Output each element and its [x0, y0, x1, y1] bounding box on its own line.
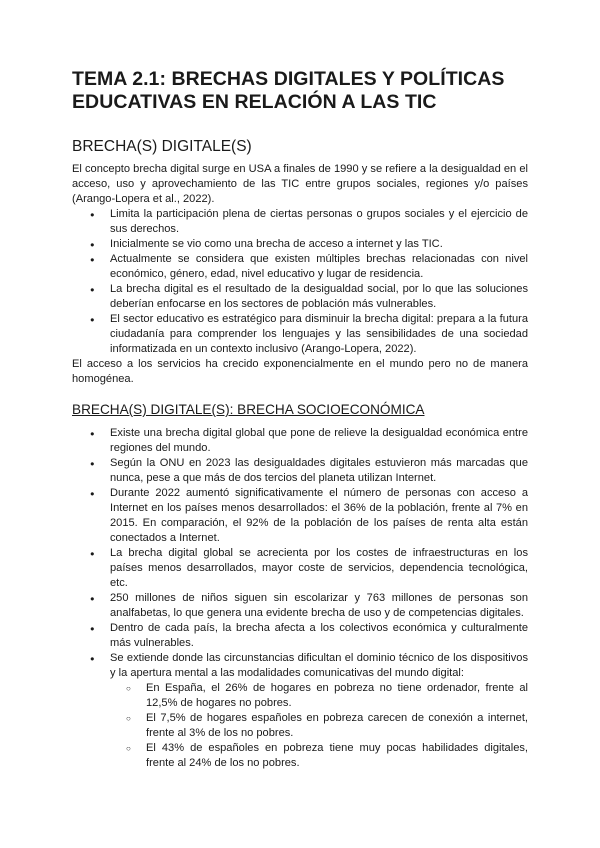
- list-item: ● Según la ONU en 2023 las desigualdades digitales estuvieron más marcadas que nunca, pese a que más de dos tercios del planeta utilizan Internet.: [110, 456, 528, 486]
- list-item: ● Existe una brecha digital global que pone de relieve la desigualdad económica entre regiones del mundo.: [110, 426, 528, 456]
- list-item: ● Actualmente se considera que existen múltiples brechas relacionadas con nivel económico, género, edad, nivel educativo y lugar de residencia.: [110, 252, 528, 282]
- list-item: ● 250 millones de niños siguen sin escolarizar y 763 millones de personas son analfabetas, lo que genera una evidente brecha de uso y de competencias digitales.: [110, 591, 528, 621]
- sub-list-item: ○ El 7,5% de hogares españoles en pobreza carecen de conexión a internet, frente al 3% de los no pobres.: [146, 711, 528, 741]
- intro-paragraph: El concepto brecha digital surge en USA a finales de 1990 y se refiere a la desigualdad en el acceso, uso y aprovechamiento de las TIC entre grupos sociales, regiones y/o países (Arango-Lopera et al., 2022).: [72, 163, 528, 205]
- list-item: ● El sector educativo es estratégico para disminuir la brecha digital: prepara a la futura ciudadanía para comprender los lenguajes y las sensibilidades de una sociedad informatizada en un contexto inclusivo (Arango-Lopera, 2022).: [110, 312, 528, 357]
- list-item: ● Durante 2022 aumentó significativamente el número de personas con acceso a Internet en los países menos desarrollados: el 36% de la población, frente al 7% en 2015. En comparación, el 92% de la población de los países de renta alta están conectados a Internet.: [110, 486, 528, 546]
- outro-paragraph: El acceso a los servicios ha crecido exponencialmente en el mundo pero no de manera homogénea.: [72, 358, 528, 385]
- list-item: ● Dentro de cada país, la brecha afecta a los colectivos económica y culturalmente más vulnerables.: [110, 621, 528, 651]
- page-title: TEMA 2.1: BRECHAS DIGITALES Y POLÍTICAS EDUCATIVAS EN RELACIÓN A LAS TIC: [72, 68, 505, 113]
- sub-list-item: ○ En España, el 26% de hogares en pobreza no tiene ordenador, frente al 12,5% de hogares no pobres.: [146, 681, 528, 711]
- list-item: ● La brecha digital global se acrecienta por los costes de infraestructuras en los países menos desarrollados, mayor coste de servicios, dependencia tecnológica, etc.: [110, 546, 528, 591]
- sub-list-item: ○ El 43% de españoles en pobreza tiene muy pocas habilidades digitales, frente al 24% de los no pobres.: [146, 741, 528, 771]
- list-item: ● Limita la participación plena de ciertas personas o grupos sociales y el ejercicio de sus derechos.: [110, 207, 528, 237]
- list-item: ● La brecha digital es el resultado de la desigualdad social, por lo que las soluciones deberían enfocarse en los sectores de población más vulnerables.: [110, 282, 528, 312]
- section-heading-brecha-socioeconomica: BRECHA(S) DIGITALE(S): BRECHA SOCIOECONÓMICA: [72, 402, 425, 417]
- section2-bullet-list: [72, 426, 528, 771]
- list-item-with-sublist: [110, 651, 528, 771]
- list-item-text: Se extiende donde las circunstancias dificultan el dominio técnico de los dispositivos y la apertura mental a las modalidades comunicativas del mundo digital:: [110, 652, 528, 679]
- section-heading-brecha-digital: BRECHA(S) DIGITALE(S): [72, 138, 252, 155]
- list-item: ● Inicialmente se vio como una brecha de acceso a internet y las TIC.: [110, 237, 528, 252]
- sub-bullet-list: [110, 681, 528, 771]
- section1-bullet-list: [72, 207, 528, 357]
